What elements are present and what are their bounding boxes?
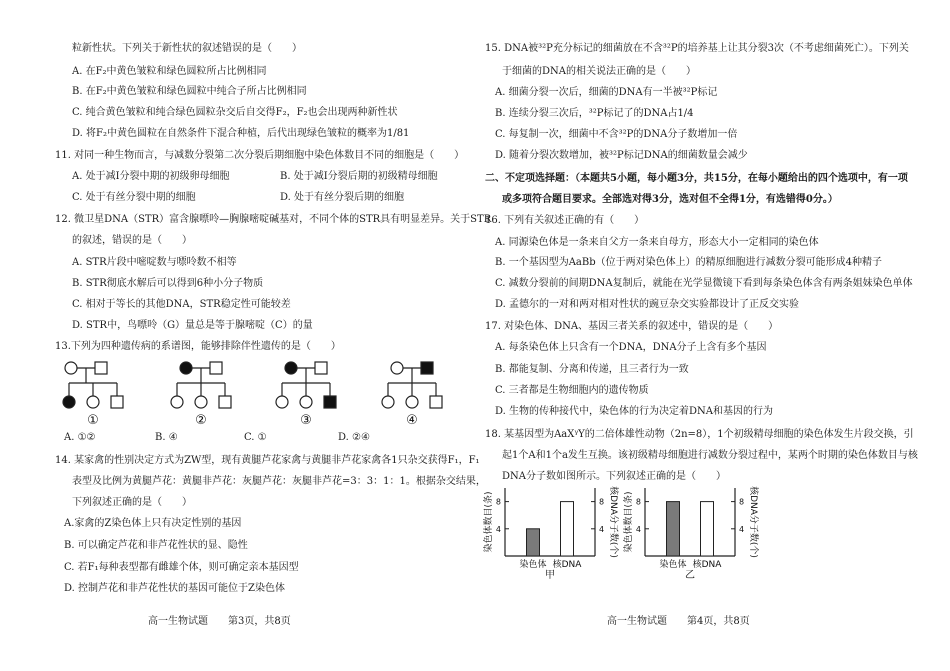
bar-chromosome (667, 502, 680, 556)
y-axis-label-left: 染色体数目(条) (624, 491, 634, 553)
pedigree-label-2: ② (195, 413, 207, 428)
q13-option-d: D. ②④ (338, 432, 370, 443)
q11-option-a: A. 处于减Ⅰ分裂中期的初级卵母细胞 (72, 171, 230, 182)
q17-option-d: D. 生物的传种接代中，染色体的行为决定着DNA和基因的行为 (495, 406, 774, 417)
q16-option-c: C. 减数分裂前的间期DNA复制后，就能在光学显微镜下看到每条染色体含有两条姐妹染色单体 (495, 278, 913, 289)
q14-stem: 14. 某家禽的性别决定方式为ZW型，现有黄腿芦花家禽与黄腿非芦花家禽各1只杂交获得F₁，F₁ (55, 455, 480, 466)
q13-option-b: B. ④ (155, 432, 178, 443)
q17-option-c: C. 三者都是生物细胞内的遗传物质 (495, 385, 649, 396)
pedigree-4 (382, 362, 442, 408)
q18-stem-cont-2: DNA分子数如图所示。下列叙述正确的是（ ） (502, 471, 726, 482)
q11-option-c: C. 处于有丝分裂中期的细胞 (72, 192, 196, 203)
q15-option-a: A. 细菌分裂一次后，细菌的DNA有一半被³²P标记 (495, 87, 718, 98)
q12-option-c: C. 相对于等长的其他DNA，STR稳定性可能较差 (72, 299, 291, 310)
q16-option-b: B. 一个基因型为AaBb（位于两对染色体上）的精原细胞进行减数分裂可能形成4种精子 (495, 257, 883, 268)
y-tick-label-right: 4 (599, 524, 605, 534)
section-two-heading: 二、不定项选择题：（本题共5小题，每小题3分，共15分，在每小题给出的四个选项中，有一项 (485, 173, 908, 184)
bar-dna (561, 502, 574, 556)
right-page-footer: 高一生物试题 第4页，共8页 (607, 616, 750, 627)
q10-option-a: A. 在F₂中黄色皱粒和绿色圆粒所占比例相同 (72, 66, 267, 77)
q17-option-b: B. 都能复制、分离和传递，且三者行为一致 (495, 364, 689, 375)
q16-option-a: A. 同源染色体是一条来自父方一条来自母方，形态大小一定相同的染色体 (495, 237, 819, 248)
x-category-label: 染色体 (659, 560, 687, 570)
q13-option-a: A. ①② (64, 432, 96, 443)
pedigree-diagrams (55, 356, 455, 428)
q10-option-d: D. 将F₂中黄色圆粒在自然条件下混合种植，后代出现绿色皱粒的概率为1/81 (72, 128, 410, 139)
q11-option-d: D. 处于有丝分裂后期的细胞 (280, 192, 405, 203)
y-tick-label-right: 4 (739, 524, 745, 534)
chart-title: 乙 (685, 570, 695, 581)
chart-jia (482, 486, 620, 581)
y-axis-label-left: 染色体数目(条) (484, 491, 494, 553)
x-category-label: 核DNA (552, 560, 582, 570)
y-tick-label-left: 4 (635, 524, 641, 534)
q17-option-a: A. 每条染色体上只含有一个DNA，DNA分子上含有多个基因 (495, 342, 767, 353)
pedigree-3 (276, 362, 336, 408)
q15-option-d: D. 随着分裂次数增加，被³²P标记DNA的细菌数量会减少 (495, 150, 748, 161)
q14-option-d: D. 控制芦花和非芦花性状的基因可能位于Z染色体 (64, 583, 285, 594)
q18-stem-cont-1: 起1个A和1个a发生互换。该初级精母细胞进行减数分裂过程中，某两个时期的染色体数目与核 (502, 450, 918, 461)
q12-stem: 12. 微卫星DNA（STR）富含腺嘌呤—胸腺嘧啶碱基对，不同个体的STR具有明显差异。关于STR (55, 214, 492, 225)
q10-option-c: C. 纯合黄色皱粒和纯合绿色圆粒杂交后自交得F₂，F₂也会出现两种新性状 (72, 107, 398, 118)
q10-stem-cont: 粒新性状。下列关于新性状的叙述错误的是（ ） (72, 43, 302, 54)
q14-option-c: C. 若F₁每种表型都有雌雄个体，则可确定亲本基因型 (64, 562, 299, 573)
pedigree-1 (63, 362, 123, 408)
q14-stem-cont-1: 表型及比例为黄腿芦花：黄腿非芦花：灰腿芦花：灰腿非芦花=3：3：1：1。根据杂交结果， (72, 476, 486, 487)
y-tick-label-left: 8 (635, 497, 641, 507)
q14-option-a: A.家禽的Z染色体上只有决定性别的基因 (64, 518, 242, 529)
q10-option-b: B. 在F₂中黄色皱粒和绿色圆粒中纯合子所占比例相同 (72, 86, 307, 97)
chromosome-dna-charts (475, 484, 950, 584)
x-category-label: 核DNA (692, 560, 722, 570)
pedigree-label-4: ④ (406, 413, 418, 428)
y-axis-label-right: 核DNA分子数(个) (748, 486, 758, 558)
pedigree-label-3: ③ (300, 413, 312, 428)
pedigree-label-1: ① (87, 413, 99, 428)
chart-title: 甲 (545, 570, 555, 581)
q12-option-a: A. STR片段中嘧啶数与嘌呤数不相等 (72, 257, 237, 268)
q16-stem: 16. 下列有关叙述正确的有（ ） (485, 215, 645, 226)
q16-option-d: D. 孟德尔的一对和两对相对性状的豌豆杂交实验都设计了正反交实验 (495, 299, 800, 310)
y-tick-label-left: 8 (495, 497, 501, 507)
y-tick-label-left: 4 (495, 524, 501, 534)
bar-chromosome (527, 529, 540, 556)
q12-option-b: B. STR彻底水解后可以得到6种小分子物质 (72, 278, 264, 289)
bar-dna (701, 502, 714, 556)
q15-option-c: C. 每复制一次，细菌中不含³²P的DNA分子数增加一倍 (495, 129, 738, 140)
q17-stem: 17. 对染色体、DNA、基因三者关系的叙述中，错误的是（ ） (485, 321, 779, 332)
q13-option-c: C. ① (244, 432, 267, 443)
q15-stem-cont: 于细菌的DNA的相关说法正确的是（ ） (502, 66, 696, 77)
q15-option-b: B. 连续分裂三次后，³²P标记了的DNA占1/4 (495, 108, 694, 119)
q18-stem: 18. 某基因型为AaXᵞY的二倍体雄性动物（2n=8），1个初级精母细胞的染色体发生片段交换，引 (485, 429, 914, 440)
q11-stem: 11. 对同一种生物而言，与减数分裂第二次分裂后期细胞中染色体数目不同的细胞是（ ） (55, 150, 465, 161)
y-axis-label-right: 核DNA分子数(个) (608, 486, 618, 558)
q13-stem: 13.下列为四种遗传病的系谱图，能够排除伴性遗传的是（ ） (55, 341, 341, 352)
section-two-heading-cont: 或多项符合题目要求。全部选对得3分，选对但不全得1分，有选错得0分。） (502, 194, 838, 205)
right-page (475, 0, 950, 671)
q14-option-b: B. 可以确定芦花和非芦花性状的显、隐性 (64, 540, 248, 551)
chart-yi (622, 486, 760, 581)
left-page-footer: 高一生物试题 第3页，共8页 (148, 616, 291, 627)
q14-stem-cont-2: 下列叙述正确的是（ ） (72, 497, 192, 508)
y-tick-label-right: 8 (599, 497, 605, 507)
x-category-label: 染色体 (519, 560, 547, 570)
y-tick-label-right: 8 (739, 497, 745, 507)
q12-stem-cont: 的叙述，错误的是（ ） (72, 235, 192, 246)
pedigree-2 (171, 362, 231, 408)
q15-stem: 15. DNA被³²P充分标记的细菌放在不含³²P的培养基上让其分裂3次（不考虑细菌死亡）。下列关 (485, 43, 909, 54)
q11-option-b: B. 处于减Ⅰ分裂后期的初级精母细胞 (280, 171, 438, 182)
q12-option-d: D. STR中，鸟嘌呤（G）量总是等于腺嘧啶（C）的量 (72, 320, 313, 331)
